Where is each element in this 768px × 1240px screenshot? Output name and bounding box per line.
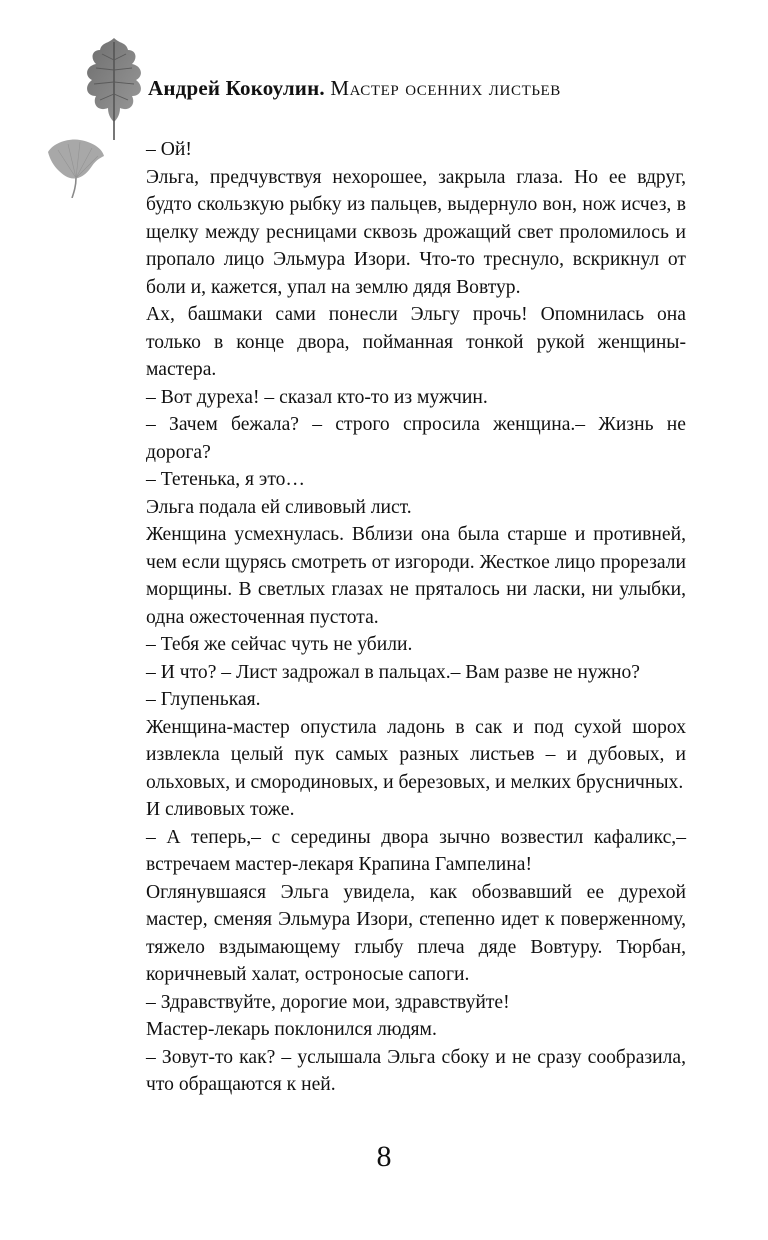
ginkgo-leaf-icon	[44, 136, 106, 198]
paragraph: Женщина-мастер опустила ладонь в сак и под сухой шорох извлекла целый пук самых разных листьев – и дубовых, и ольховых, и смородиновых, и березовых, и мелких брусничных.	[146, 716, 686, 793]
paragraph: Эльга подала ей сливовый лист.	[146, 496, 412, 518]
paragraph: – Здравствуйте, дорогие мои, здравствуйте!	[146, 991, 510, 1013]
paragraph: – Тебя же сейчас чуть не убили.	[146, 634, 413, 655]
paragraph: – Ой!	[146, 139, 192, 160]
oak-leaf-icon	[78, 36, 150, 142]
paragraph: – Тетенька, я это…	[146, 469, 306, 490]
paragraph: – Зовут-то как? – услышала Эльга сбоку и не сразу сообразила, что обращаются к ней.	[146, 1046, 686, 1095]
paragraph: – Глупенькая.	[146, 689, 261, 710]
paragraph: Эльга, предчувствуя нехорошее, закрыла глаза. Но ее вдруг, будто скользкую рыбку из пальцев, выдернуло вон, нож исчез, в щелку между ресницами сквозь дрожащий свет проломилось и пропало лицо Эльмура Изори. Что-то треснуло, вскрикнул от боли и, кажется, упал на землю дядя Вовтур.	[146, 166, 686, 298]
page-number: 8	[376, 1140, 392, 1173]
running-header	[148, 76, 688, 101]
header-author: Андрей Кокоулин.	[148, 76, 325, 100]
header-title: Мастер осенних листьев	[330, 76, 561, 100]
paragraph: – А теперь,– с середины двора зычно возвестил кафаликс,– встречаем мастер-лекаря Крапина Гампелина!	[146, 826, 686, 875]
paragraph: – Зачем бежала? – строго спросила женщина.– Жизнь не дорога?	[146, 414, 686, 463]
paragraph: И сливовых тоже.	[146, 799, 295, 820]
paragraph: Женщина усмехнулась. Вблизи она была старше и противней, чем если щурясь смотреть от изгороди. Жесткое лицо прорезали морщины. В светлых глазах не пряталось ни ласки, ни улыбки, одна ожесточенная пустота.	[146, 524, 686, 628]
paragraph: Ах, башмаки сами понесли Эльгу прочь! Опомнилась она только в конце двора, пойманная тонкой рукой женщины-мастера.	[146, 304, 686, 380]
paragraph: Оглянувшаяся Эльга увидела, как обозвавший ее дурехой мастер, сменяя Эльмура Изори, степенно идет к поверженному, тяжело вздымающему глыбу плеча дяде Вовтуру. Тюрбан, коричневый халат, остроносые сапоги.	[146, 881, 686, 985]
paragraph: Мастер-лекарь поклонился людям.	[146, 1019, 437, 1040]
paragraph: – Вот дуреха! – сказал кто-то из мужчин.	[146, 386, 488, 408]
body-text	[146, 136, 686, 1099]
paragraph: – И что? – Лист задрожал в пальцах.– Вам разве не нужно?	[146, 661, 640, 683]
